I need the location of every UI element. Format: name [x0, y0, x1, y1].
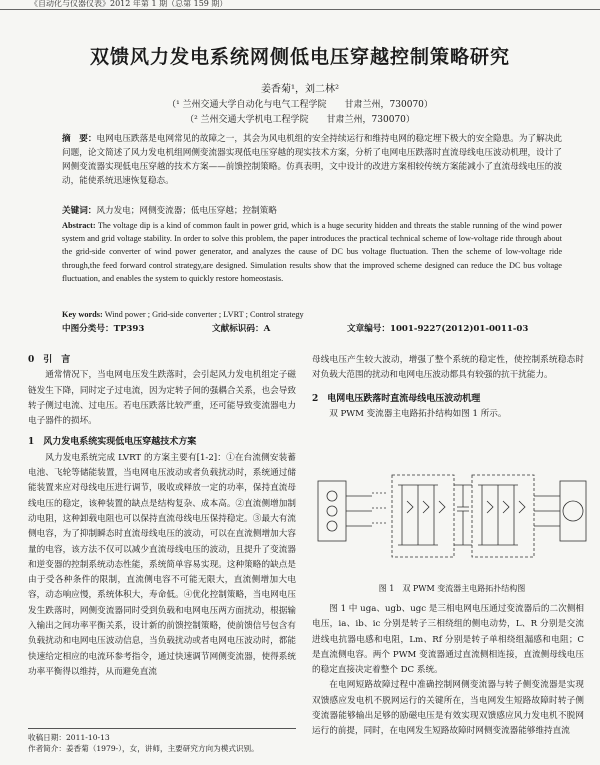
running-header: 《自动化与仪器仪表》2012 年第 1 期（总第 159 期） [0, 0, 600, 10]
inductor-left-icon [372, 493, 386, 523]
circuit-diagram [312, 461, 592, 579]
grid-converter-bridge [398, 485, 438, 545]
source-c-icon [327, 521, 337, 531]
abstract-cn [62, 132, 562, 188]
abstract-cn-text: 电网电压跌落是电网常见的故障之一，其会为风电机组的安全持续运行和维持电网的稳定埋下极大的安全隐患。为了解决此问题，论文简述了风力发电机组网侧变流器实现低电压穿越的现实技术方案，分析了电网电压跌落时直流母线电压波动机理，设计了网侧变流器实现低电压穿越的技术方案——前馈控制策略。仿真表明，文中设计的改进方案相较传统方案能减小了直流母线电压的波动，能使系统迅速恢复稳态。 [62, 134, 562, 186]
keywords-cn-text: 风力发电；网侧变流器；低电压穿越；控制策略 [96, 206, 277, 216]
received-date: 收稿日期：2011-10-13 [28, 733, 110, 742]
grid-source-block [318, 481, 346, 541]
right-column-lower [312, 602, 584, 740]
keywords-en-text: Wind power ; Grid-side converter ; LVRT ; Control strategy [104, 310, 304, 319]
authors: 姜香菊¹，刘二林² [260, 84, 340, 95]
author-bio: 作者简介：姜香菊（1979-），女，讲师，主要研究方向为模式识别。 [28, 744, 259, 753]
clc-number: 中图分类号：TP393 [62, 324, 145, 334]
section-1-heading: 1 风力发电系统实现低电压穿越技术方案 [28, 437, 197, 448]
figure-caption: 图 1 双 PWM 变流器主电路拓扑结构图 [378, 584, 526, 593]
section-0-text: 通常情况下，当电网电压发生跌落时，会引起风力发电机组定子磁链发生下降，同时定子过电流，因为定转子间的强耦合关系，也会导致转子侧过电流、过电压。若电压跌落比较严重，还可能导致变流器电力电子器件的损坏。 [28, 370, 296, 427]
ac-lines-left [346, 496, 372, 526]
source-a-icon [327, 491, 337, 501]
section-2-text: 双 PWM 变流器主电路拓扑结构如图 1 所示。 [329, 408, 507, 419]
generator-block [560, 481, 586, 541]
keywords-en-label: Key words: [62, 310, 103, 319]
right-column [312, 353, 584, 422]
switch-icons-right [487, 501, 525, 513]
article-number: 文章编号：1001-9227(2012)01-0011-03 [347, 324, 529, 334]
document-code: 文献标识码：A [212, 324, 271, 334]
section-2-heading: 2 电网电压跌落时直流母线电压波动机理 [312, 393, 481, 404]
lvrt-discussion: 在电网短路故障过程中准确控制网侧变流器与转子侧变流器是实现双馈感应发电机不脱网运行的关键所在，当电网发生短路故障时转子侧变流器能够输出足够的励磁电压是有效实现双馈感应风力发电机不脱网运行的前提，同时，在电网发生短路故障时网侧变流器能够维持直流 [312, 680, 584, 737]
source-b-icon [327, 506, 337, 516]
footnote [28, 728, 296, 754]
keywords-cn [62, 204, 562, 218]
affiliation-2: （² 兰州交通大学机电工程学院 甘肃兰州，730070） [185, 115, 415, 125]
abstract-cn-label: 摘 要： [62, 134, 97, 144]
left-column [28, 353, 296, 680]
right-intro-text: 母线电压产生较大波动，增强了整个系统的稳定性，使控制系统稳态时对负载大范围的扰动和电网电压波动都具有较强的抗干扰能力。 [312, 355, 584, 381]
ac-lines-right [534, 496, 560, 526]
paper-title: 双馈风力发电系统网侧低电压穿越控制策略研究 [89, 46, 510, 68]
section-0-heading: 0 引 言 [28, 355, 71, 365]
abstract-en [62, 219, 562, 285]
generator-icon [563, 501, 583, 521]
dc-capacitor-icon [457, 485, 469, 545]
figure-explanation: 图 1 中 uga、ugb、ugc 是三相电网电压通过变流器后的二次侧相电压，ia、ib、ic 分别是转子三相绕组的侧电动势，L、R 分别是交流进线电抗器电感和电阻，Lm、Rf 分别是转子单相绕组漏感和电阻；C 是直流侧电容。两个 PWM 变流器通过直流侧相连接，直流侧母线电压的稳定直接决定着整个 DC 系统。 [312, 604, 584, 676]
keywords-cn-label: 关键词： [62, 206, 97, 216]
section-1-text: 风力发电系统完成 LVRT 的方案主要有[1-2]：①在台流侧安装蓄电池、飞轮等储能装置，当电网电压波动或者负载扰动时，系统通过储能装置来应对母线电压进行调节，吸收或释放一定的功率，保持直流母线电压的稳定，该种装置的缺点是结构复杂、成本高。②直流侧增加制动电阻，这种卸载电阻也可以保持直流母线电压保持稳定。③最大有流侧电容，为了抑制瞬态时直流母线电压的波动，可以在直流侧增加大容量的电容，该方法不仅可以减少直流母线电压的波动，且提升了变流器和逆变器的控制系统动态性能，系统简单容易实现。这种策略的缺点是由于受各种条件的限制，直流侧电容不可能无限大，直流侧增加大电容，动态响应慢，系统体积大，寿命低。④优化控制策略，当电网电压发生跌落时，网侧变流器同时受到负载和电网电压两方面扰动，根据输入输出之间功率平衡关系，设计新的前馈控制策略，使前馈信号包含有负载扰动和电网电压波动信息，当负载扰动或者电网电压波动时，都能快速给定相应的电流环参考指令，通过快速调节网侧变流器，使得系统功率平衡得以维持，从而避免直流 [28, 452, 296, 677]
affiliation-1: （¹ 兰州交通大学自动化与电气工程学院 甘肃兰州，730070） [167, 100, 433, 110]
keywords-en [62, 308, 562, 321]
switch-icons-left [407, 501, 445, 513]
abstract-en-text: The voltage dip is a kind of common fault in power grid, which is a huge security hidden and threats the stable running of the wind power system and grid voltage stability. In order to solve this problem, the paper introduces the practical technical scheme of low-voltage ride through about the grid-side converter of wind power generator, and analyzes the cause of DC bus voltage fluctuation. Then the scheme of low-voltage ride through,the feed forward control strategy,are designed. Simulation results show that the improved scheme designed can reduce the DC bus voltage fluctuation, and enables the system to quickly restore homeostasis. [62, 221, 562, 283]
rotor-converter-bridge [478, 485, 518, 545]
abstract-en-label: Abstract: [62, 221, 96, 230]
